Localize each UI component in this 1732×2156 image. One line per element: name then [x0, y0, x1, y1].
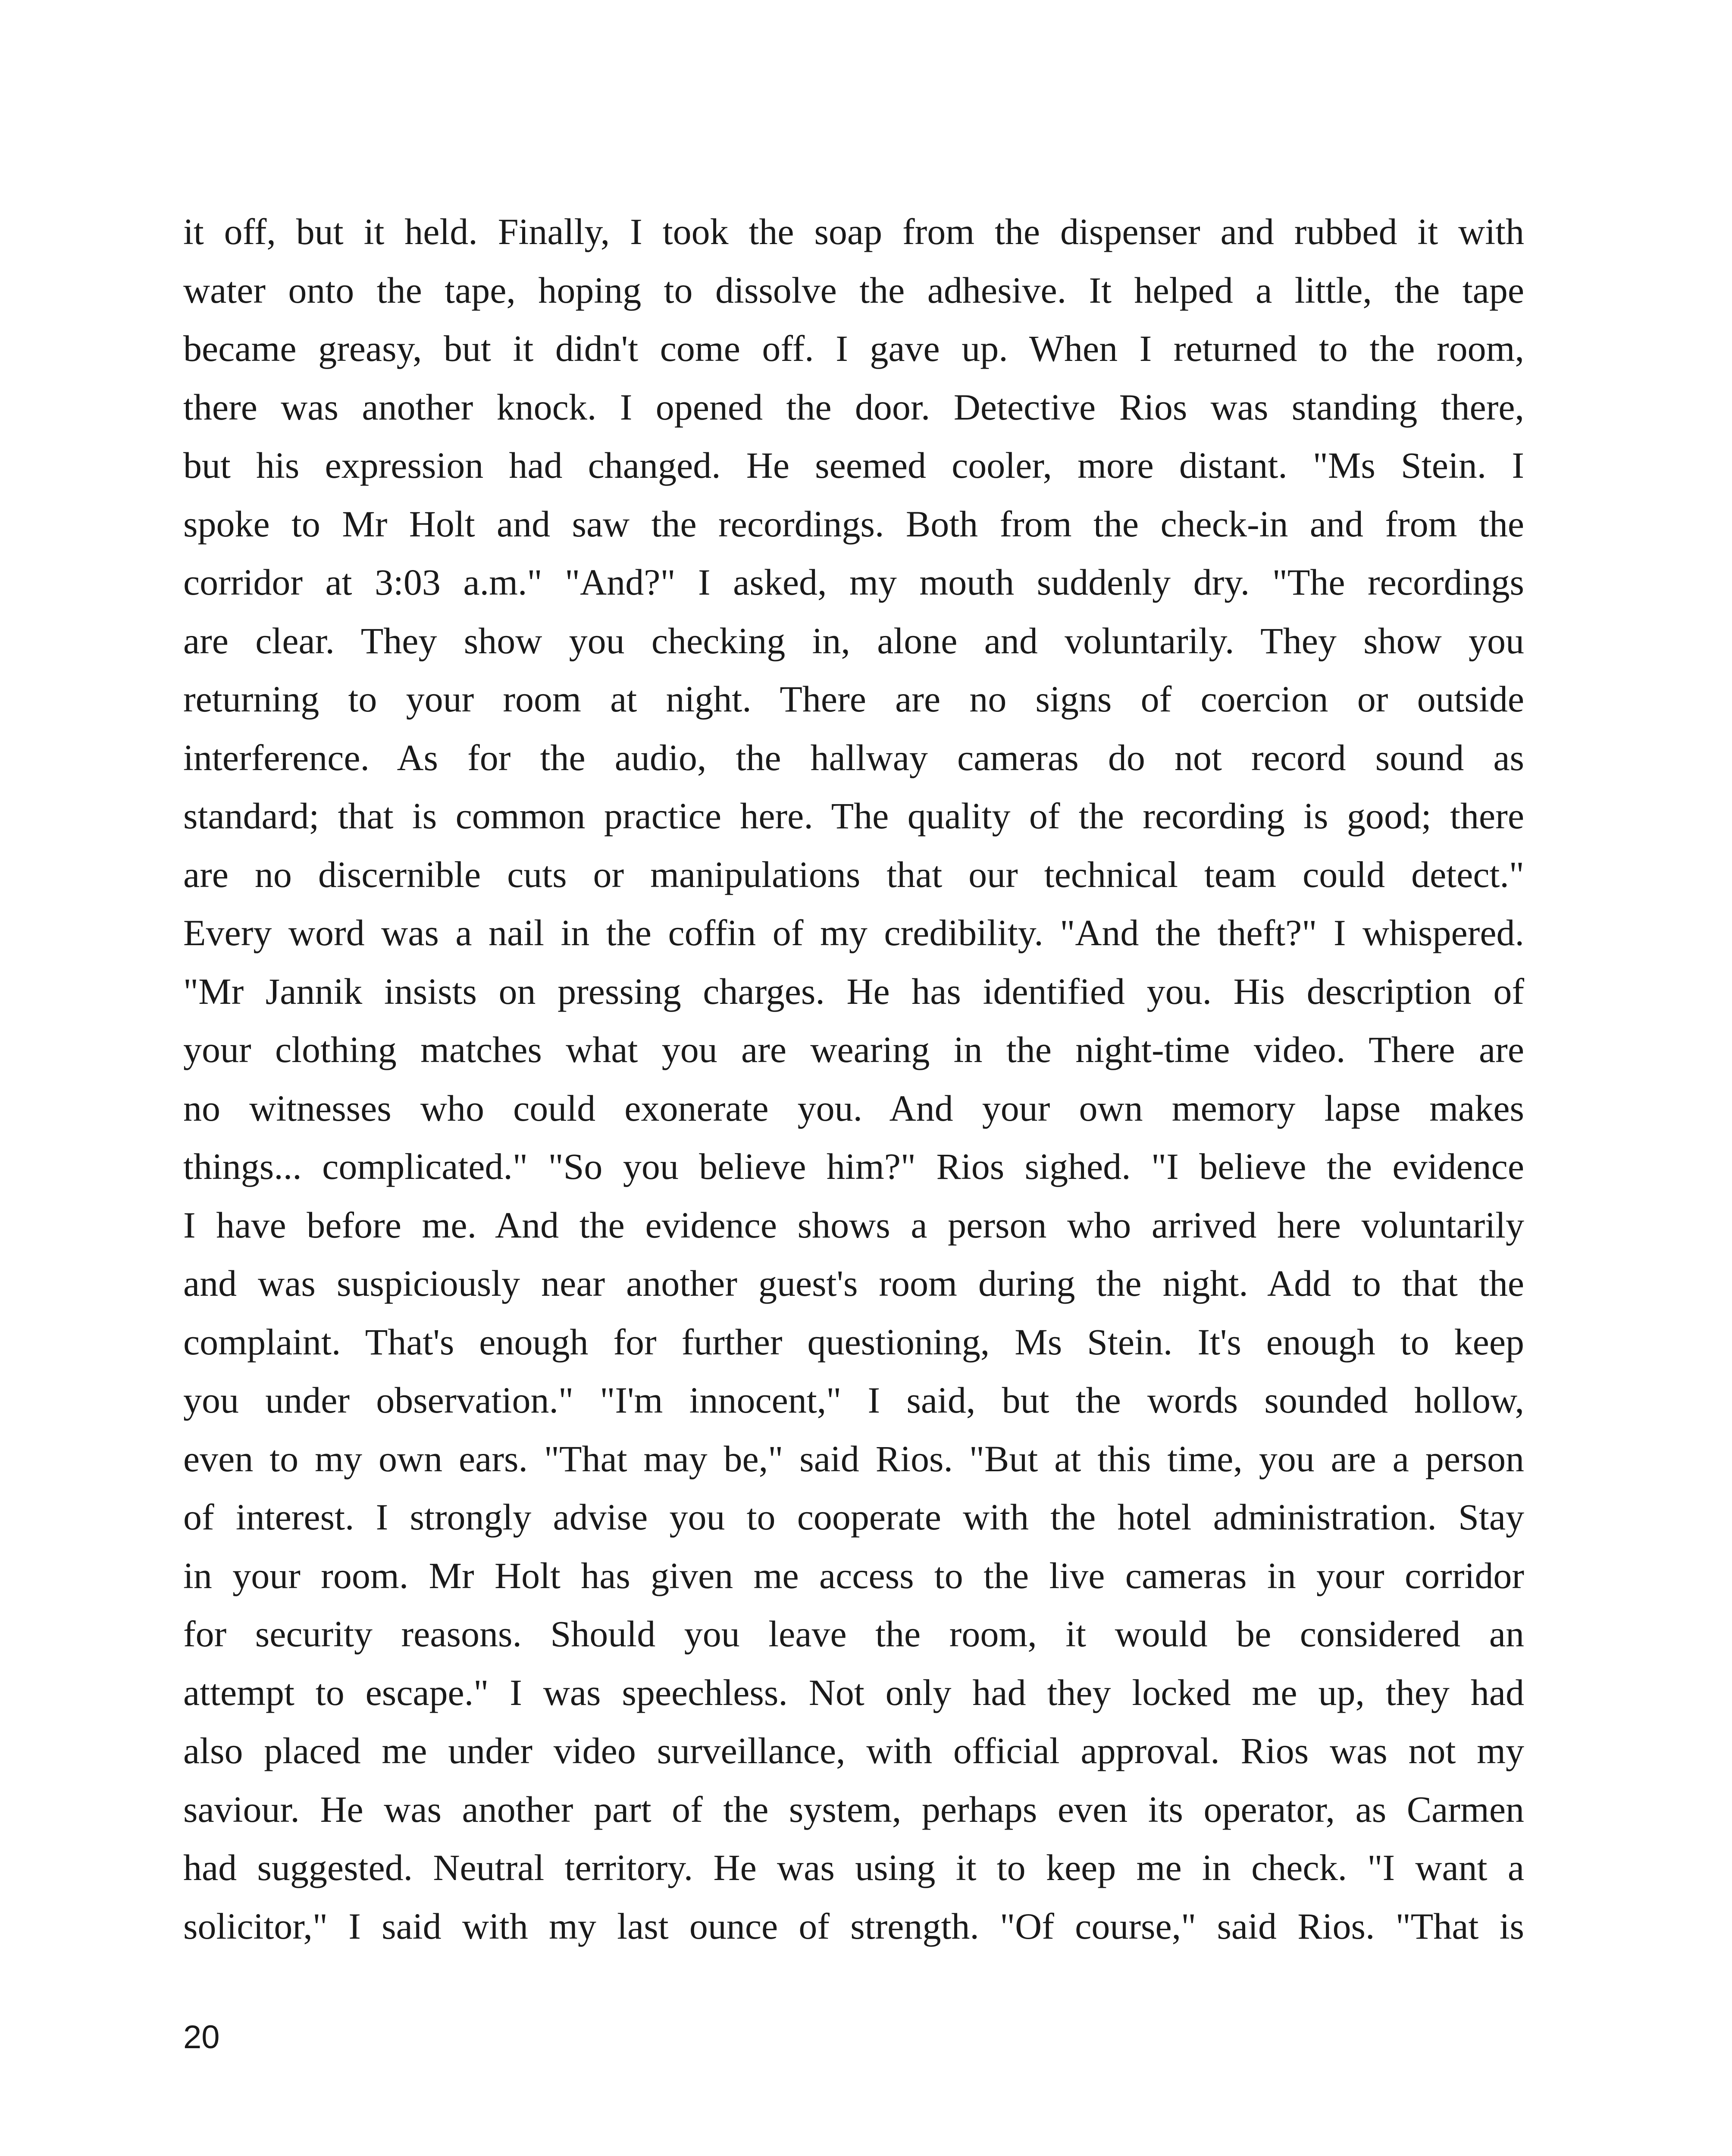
text-line: returning to your room at night. There are no signs of coercion or outside: [183, 678, 1524, 720]
text-line: I have before me. And the evidence shows a person who arrived here voluntarily: [183, 1204, 1524, 1246]
text-line: in your room. Mr Holt has given me access to the live cameras in your corridor: [183, 1554, 1524, 1596]
text-line: it off, but it held. Finally, I took the soap from the dispenser and rubbed it with: [183, 211, 1524, 252]
text-line: things... complicated." "So you believe him?" Rios sighed. "I believe the evidence: [183, 1146, 1524, 1187]
text-line: are clear. They show you checking in, alone and voluntarily. They show you: [183, 620, 1524, 661]
body-text: [183, 203, 1524, 1955]
text-line: of interest. I strongly advise you to cooperate with the hotel administration. Stay: [183, 1496, 1524, 1538]
text-line: spoke to Mr Holt and saw the recordings. Both from the check-in and from the: [183, 503, 1524, 545]
text-line: and was suspiciously near another guest's room during the night. Add to that the: [183, 1263, 1524, 1304]
text-line: but his expression had changed. He seemed cooler, more distant. "Ms Stein. I: [183, 445, 1524, 486]
text-line: water onto the tape, hoping to dissolve the adhesive. It helped a little, the tape: [183, 269, 1524, 311]
text-line: are no discernible cuts or manipulations that our technical team could detect.": [183, 853, 1524, 895]
text-line: also placed me under video surveillance, with official approval. Rios was not my: [183, 1730, 1524, 1771]
text-line: there was another knock. I opened the door. Detective Rios was standing there,: [183, 386, 1524, 428]
text-line: no witnesses who could exonerate you. And your own memory lapse makes: [183, 1087, 1524, 1129]
text-line: your clothing matches what you are wearing in the night-time video. There are: [183, 1029, 1524, 1070]
text-line: saviour. He was another part of the system, perhaps even its operator, as Carmen: [183, 1788, 1524, 1830]
text-line: interference. As for the audio, the hallway cameras do not record sound as: [183, 736, 1524, 778]
text-line: even to my own ears. "That may be," said Rios. "But at this time, you are a person: [183, 1438, 1524, 1479]
text-line: became greasy, but it didn't come off. I gave up. When I returned to the room,: [183, 328, 1524, 369]
text-line: standard; that is common practice here. The quality of the recording is good; there: [183, 795, 1524, 837]
text-line: complaint. That's enough for further questioning, Ms Stein. It's enough to keep: [183, 1321, 1524, 1363]
text-line: you under observation." "I'm innocent," I said, but the words sounded hollow,: [183, 1379, 1524, 1421]
text-line: corridor at 3:03 a.m." "And?" I asked, my mouth suddenly dry. "The recordings: [183, 561, 1524, 603]
text-line: for security reasons. Should you leave the room, it would be considered an: [183, 1613, 1524, 1655]
text-line: Every word was a nail in the coffin of my credibility. "And the theft?" I whispered.: [183, 912, 1524, 953]
text-line: attempt to escape." I was speechless. Not only had they locked me up, they had: [183, 1671, 1524, 1713]
text-line: had suggested. Neutral territory. He was using it to keep me in check. "I want a: [183, 1847, 1524, 1888]
text-line: "Mr Jannik insists on pressing charges. He has identified you. His description of: [183, 970, 1524, 1012]
text-line: solicitor," I said with my last ounce of strength. "Of course," said Rios. "That is: [183, 1905, 1524, 1947]
page-number: 20: [183, 2019, 220, 2056]
